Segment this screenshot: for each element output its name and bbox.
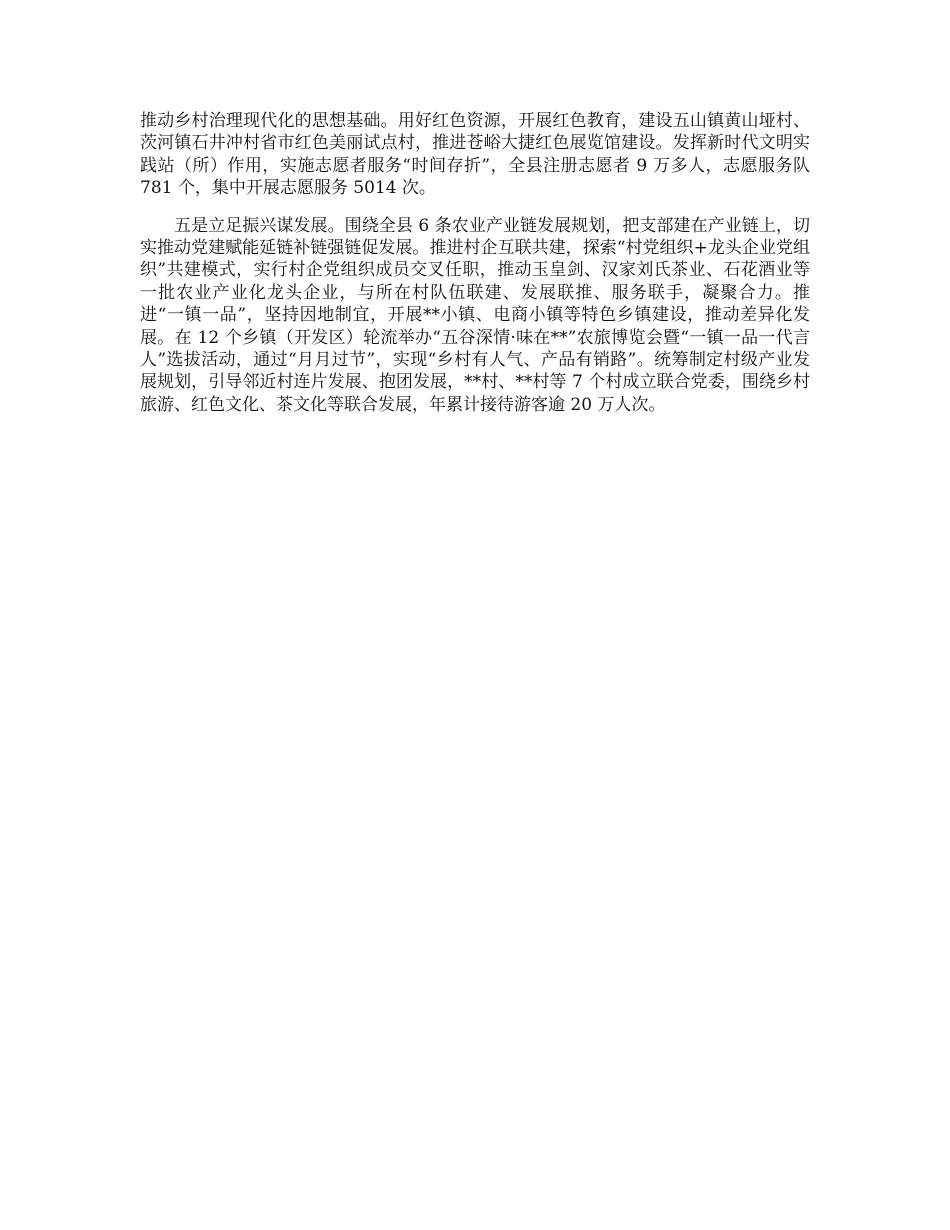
document-body — [140, 110, 810, 431]
paragraph-continued: 推动乡村治理现代化的思想基础。用好红色资源，开展红色教育，建设五山镇黄山垭村、茨河镇石井冲村省市红色美丽试点村，推进苍峪大捷红色展览馆建设。发挥新时代文明实践站（所）作用，实施志愿者服务“时间存折”，全县注册志愿者 9 万多人，志愿服务队 781 个，集中开展志愿服务 5014 次。 — [140, 111, 810, 199]
paragraph-fifth-point: 五是立足振兴谋发展。围绕全县 6 条农业产业链发展规划，把支部建在产业链上，切实推动党建赋能延链补链强链促发展。推进村企互联共建，探索“村党组织+龙头企业党组织”共建模式，实行村企党组织成员交叉任职，推动玉皇剑、汉家刘氏茶业、石花酒业等一批农业产业化龙头企业，与所在村队伍联建、发展联推、服务联手，凝聚合力。推进“一镇一品”，坚持因地制宜，开展**小镇、电商小镇等特色乡镇建设，推动差异化发展。在 12 个乡镇（开发区）轮流举办“五谷深情·味在**”农旅博览会暨“一镇一品一代言人”选拔活动，通过“月月过节”，实现“乡村有人气、产品有销路”。统筹制定村级产业发展规划，引导邻近村连片发展、抱团发展，**村、**村等 7 个村成立联合党委，围绕乡村旅游、红色文化、茶文化等联合发展，年累计接待游客逾 20 万人次。 — [140, 215, 810, 415]
